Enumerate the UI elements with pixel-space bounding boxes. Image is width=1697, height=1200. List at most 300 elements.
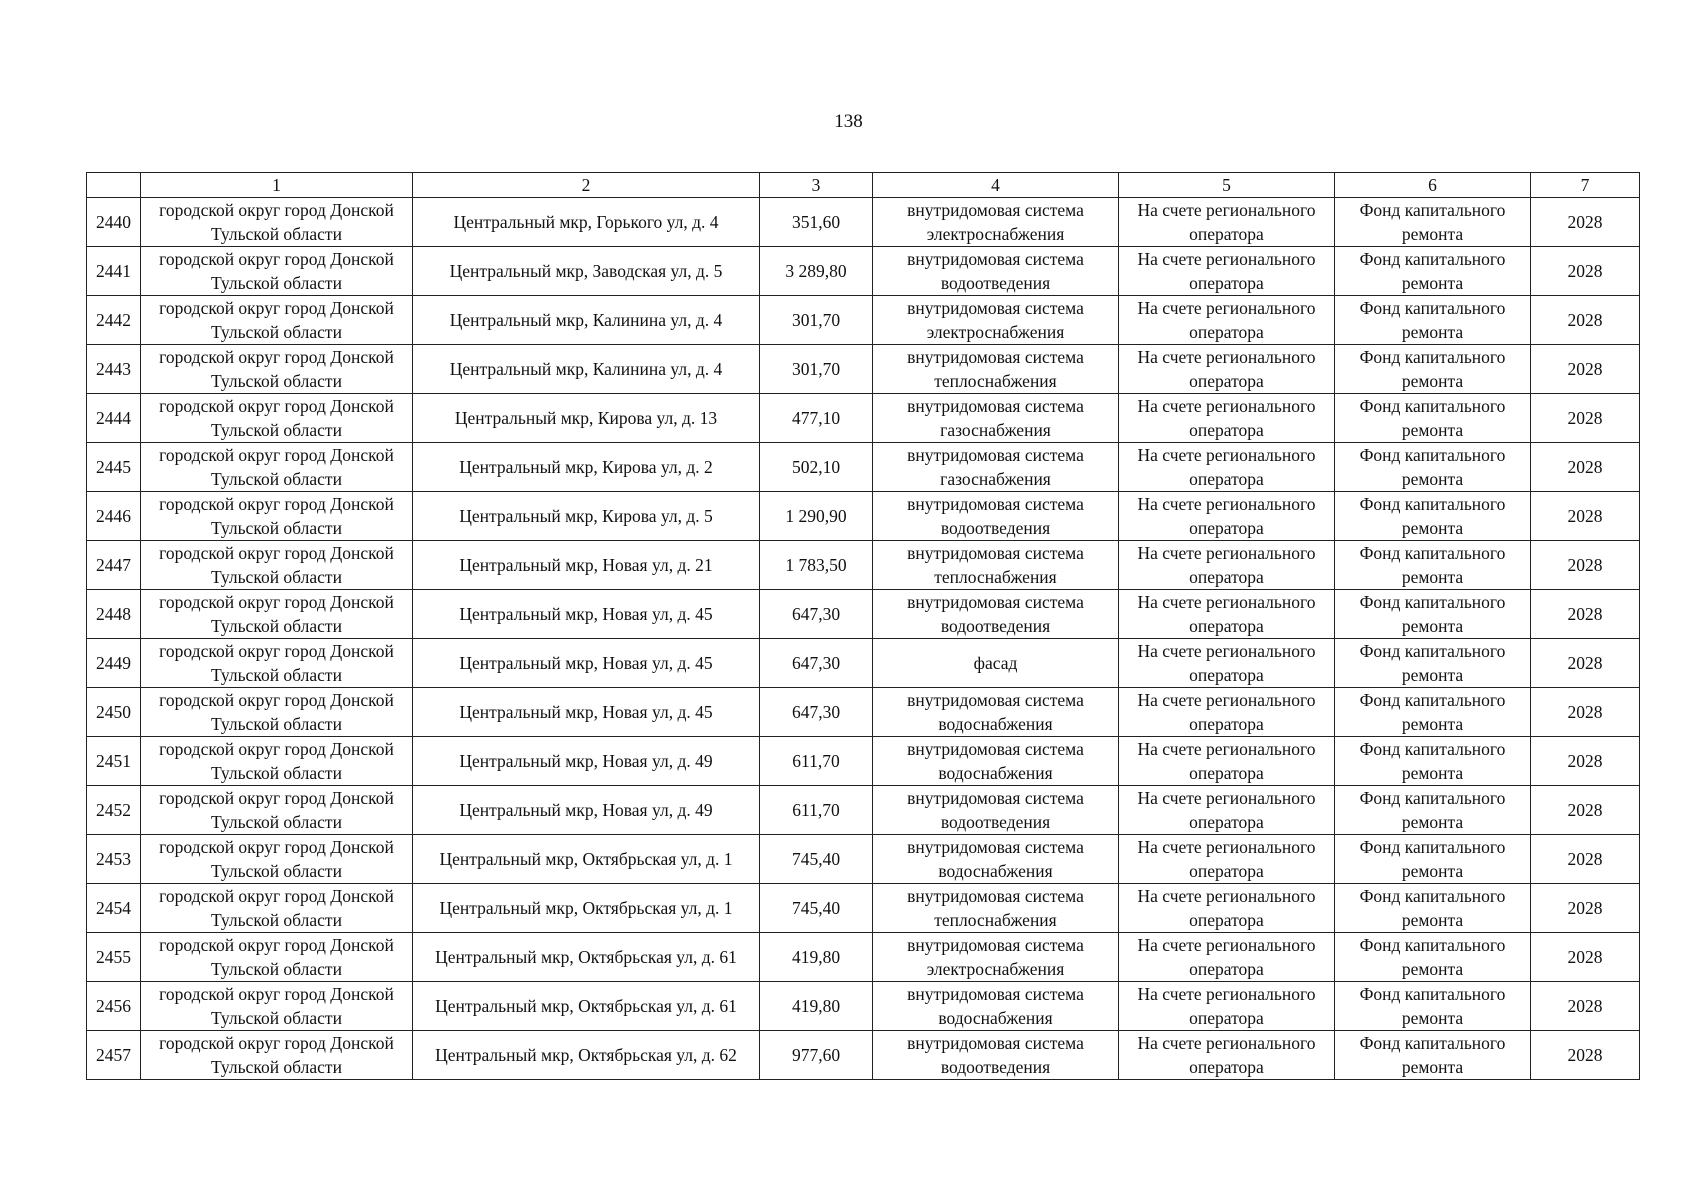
municipality-cell — [141, 884, 413, 933]
column-header-6: 6 — [1335, 173, 1531, 198]
area-cell: 3 289,80 — [760, 247, 873, 296]
account-cell-line: оператора — [1189, 763, 1264, 783]
system-cell-line: внутридомовая система — [907, 837, 1084, 857]
account-cell-line: оператора — [1189, 714, 1264, 734]
account-cell-line: На счете регионального — [1137, 641, 1316, 661]
system-cell-line: теплоснабжения — [934, 371, 1057, 391]
system-cell-line: внутридомовая система — [907, 298, 1084, 318]
fund-cell-line: ремонта — [1401, 518, 1464, 538]
table-row — [87, 639, 1640, 688]
page-number: 138 — [834, 111, 863, 132]
municipality-cell — [141, 982, 413, 1031]
year-cell: 2028 — [1531, 394, 1640, 443]
account-cell-line: На счете регионального — [1137, 690, 1316, 710]
municipality-cell — [141, 443, 413, 492]
account-cell — [1119, 296, 1335, 345]
fund-cell-line: Фонд капитального — [1359, 396, 1506, 416]
municipality-cell — [141, 492, 413, 541]
municipality-cell-line: Тульской области — [211, 1057, 342, 1077]
municipality-cell — [141, 1031, 413, 1080]
address-cell: Центральный мкр, Октябрьская ул, д. 61 — [413, 933, 760, 982]
fund-cell-line: ремонта — [1401, 224, 1464, 244]
system-cell-line: фасад — [973, 653, 1018, 673]
system-cell-line: внутридомовая система — [907, 445, 1084, 465]
account-cell-line: оператора — [1189, 322, 1264, 342]
municipality-cell — [141, 198, 413, 247]
system-cell — [873, 639, 1119, 688]
fund-cell-line: Фонд капитального — [1359, 445, 1506, 465]
account-cell-line: оператора — [1189, 371, 1264, 391]
fund-cell-line: Фонд капитального — [1359, 935, 1506, 955]
municipality-cell-line: Тульской области — [211, 273, 342, 293]
fund-cell-line: Фонд капитального — [1359, 788, 1506, 808]
municipality-cell-line: городской округ город Донской — [159, 494, 394, 514]
municipality-cell-line: городской округ город Донской — [159, 935, 394, 955]
fund-cell — [1335, 443, 1531, 492]
account-cell-line: На счете регионального — [1137, 494, 1316, 514]
fund-cell-line: ремонта — [1401, 322, 1464, 342]
system-cell — [873, 541, 1119, 590]
fund-cell — [1335, 296, 1531, 345]
column-header-number — [87, 173, 141, 198]
table-row — [87, 296, 1640, 345]
municipality-cell — [141, 394, 413, 443]
municipality-cell-line: городской округ город Донской — [159, 200, 394, 220]
system-cell-line: газоснабжения — [940, 469, 1051, 489]
system-cell-line: внутридомовая система — [907, 494, 1084, 514]
row-number: 2456 — [87, 982, 141, 1031]
system-cell — [873, 296, 1119, 345]
row-number: 2446 — [87, 492, 141, 541]
municipality-cell-line: городской округ город Донской — [159, 886, 394, 906]
area-cell: 611,70 — [760, 737, 873, 786]
municipality-cell-line: Тульской области — [211, 714, 342, 734]
row-number: 2443 — [87, 345, 141, 394]
year-cell: 2028 — [1531, 590, 1640, 639]
system-cell — [873, 688, 1119, 737]
fund-cell — [1335, 247, 1531, 296]
fund-cell — [1335, 884, 1531, 933]
municipality-cell — [141, 835, 413, 884]
area-cell: 351,60 — [760, 198, 873, 247]
year-cell: 2028 — [1531, 982, 1640, 1031]
address-cell: Центральный мкр, Новая ул, д. 49 — [413, 786, 760, 835]
system-cell-line: внутридомовая система — [907, 347, 1084, 367]
account-cell — [1119, 982, 1335, 1031]
address-cell: Центральный мкр, Новая ул, д. 49 — [413, 737, 760, 786]
fund-cell — [1335, 688, 1531, 737]
account-cell-line: На счете регионального — [1137, 347, 1316, 367]
account-cell-line: На счете регионального — [1137, 935, 1316, 955]
area-cell: 1 783,50 — [760, 541, 873, 590]
municipality-cell-line: Тульской области — [211, 469, 342, 489]
account-cell — [1119, 590, 1335, 639]
system-cell-line: водоотведения — [940, 273, 1051, 293]
account-cell-line: оператора — [1189, 1008, 1264, 1028]
year-cell: 2028 — [1531, 541, 1640, 590]
account-cell-line: На счете регионального — [1137, 249, 1316, 269]
fund-cell-line: ремонта — [1401, 812, 1464, 832]
municipality-cell-line: городской округ город Донской — [159, 543, 394, 563]
system-cell — [873, 786, 1119, 835]
row-number: 2444 — [87, 394, 141, 443]
address-cell: Центральный мкр, Калинина ул, д. 4 — [413, 296, 760, 345]
fund-cell — [1335, 492, 1531, 541]
municipality-cell — [141, 786, 413, 835]
table-row — [87, 394, 1640, 443]
municipality-cell-line: Тульской области — [211, 861, 342, 881]
row-number: 2455 — [87, 933, 141, 982]
municipality-cell — [141, 590, 413, 639]
system-cell-line: внутридомовая система — [907, 592, 1084, 612]
table-row — [87, 786, 1640, 835]
account-cell — [1119, 443, 1335, 492]
system-cell — [873, 933, 1119, 982]
municipality-cell-line: Тульской области — [211, 763, 342, 783]
account-cell-line: оператора — [1189, 861, 1264, 881]
account-cell — [1119, 737, 1335, 786]
account-cell-line: На счете регионального — [1137, 886, 1316, 906]
row-number: 2454 — [87, 884, 141, 933]
municipality-cell — [141, 639, 413, 688]
municipality-cell-line: Тульской области — [211, 371, 342, 391]
account-cell-line: На счете регионального — [1137, 200, 1316, 220]
municipality-cell-line: городской округ город Донской — [159, 739, 394, 759]
address-cell: Центральный мкр, Калинина ул, д. 4 — [413, 345, 760, 394]
row-number: 2440 — [87, 198, 141, 247]
fund-cell-line: ремонта — [1401, 420, 1464, 440]
municipality-cell-line: Тульской области — [211, 322, 342, 342]
municipality-cell-line: Тульской области — [211, 910, 342, 930]
account-cell-line: оператора — [1189, 518, 1264, 538]
fund-cell-line: ремонта — [1401, 665, 1464, 685]
account-cell — [1119, 247, 1335, 296]
area-cell: 419,80 — [760, 982, 873, 1031]
account-cell — [1119, 345, 1335, 394]
account-cell — [1119, 492, 1335, 541]
address-cell: Центральный мкр, Октябрьская ул, д. 61 — [413, 982, 760, 1031]
municipality-cell-line: Тульской области — [211, 224, 342, 244]
year-cell: 2028 — [1531, 345, 1640, 394]
header-row — [87, 173, 1640, 198]
fund-cell-line: Фонд капитального — [1359, 984, 1506, 1004]
address-cell: Центральный мкр, Кирова ул, д. 5 — [413, 492, 760, 541]
municipality-cell — [141, 247, 413, 296]
system-cell — [873, 982, 1119, 1031]
year-cell: 2028 — [1531, 688, 1640, 737]
column-header-1: 1 — [141, 173, 413, 198]
address-cell: Центральный мкр, Новая ул, д. 45 — [413, 590, 760, 639]
account-cell-line: На счете регионального — [1137, 298, 1316, 318]
row-number: 2447 — [87, 541, 141, 590]
account-cell-line: На счете регионального — [1137, 1033, 1316, 1053]
fund-cell-line: Фонд капитального — [1359, 200, 1506, 220]
year-cell: 2028 — [1531, 296, 1640, 345]
system-cell-line: внутридомовая система — [907, 886, 1084, 906]
address-cell: Центральный мкр, Новая ул, д. 45 — [413, 639, 760, 688]
system-cell-line: внутридомовая система — [907, 543, 1084, 563]
system-cell-line: внутридомовая система — [907, 249, 1084, 269]
table-row — [87, 982, 1640, 1031]
fund-cell-line: ремонта — [1401, 273, 1464, 293]
account-cell-line: оператора — [1189, 812, 1264, 832]
year-cell: 2028 — [1531, 884, 1640, 933]
system-cell — [873, 394, 1119, 443]
fund-cell-line: Фонд капитального — [1359, 886, 1506, 906]
year-cell: 2028 — [1531, 933, 1640, 982]
year-cell: 2028 — [1531, 639, 1640, 688]
column-header-7: 7 — [1531, 173, 1640, 198]
system-cell — [873, 345, 1119, 394]
system-cell-line: электроснабжения — [926, 322, 1065, 342]
municipality-cell — [141, 296, 413, 345]
row-number: 2452 — [87, 786, 141, 835]
table-row — [87, 1031, 1640, 1080]
fund-cell-line: Фонд капитального — [1359, 641, 1506, 661]
fund-cell — [1335, 737, 1531, 786]
fund-cell — [1335, 590, 1531, 639]
fund-cell-line: ремонта — [1401, 371, 1464, 391]
year-cell: 2028 — [1531, 198, 1640, 247]
table-row — [87, 443, 1640, 492]
account-cell-line: На счете регионального — [1137, 837, 1316, 857]
account-cell-line: На счете регионального — [1137, 543, 1316, 563]
fund-cell-line: ремонта — [1401, 861, 1464, 881]
system-cell — [873, 247, 1119, 296]
row-number: 2442 — [87, 296, 141, 345]
address-cell: Центральный мкр, Новая ул, д. 45 — [413, 688, 760, 737]
table-row — [87, 884, 1640, 933]
table-row — [87, 737, 1640, 786]
capital-repair-table — [86, 172, 1640, 1080]
municipality-cell — [141, 345, 413, 394]
municipality-cell-line: городской округ город Донской — [159, 249, 394, 269]
fund-cell-line: ремонта — [1401, 1057, 1464, 1077]
fund-cell — [1335, 394, 1531, 443]
table-row — [87, 590, 1640, 639]
fund-cell-line: ремонта — [1401, 567, 1464, 587]
row-number: 2453 — [87, 835, 141, 884]
area-cell: 502,10 — [760, 443, 873, 492]
account-cell — [1119, 933, 1335, 982]
year-cell: 2028 — [1531, 1031, 1640, 1080]
municipality-cell-line: городской округ город Донской — [159, 592, 394, 612]
system-cell-line: внутридомовая система — [907, 1033, 1084, 1053]
fund-cell-line: Фонд капитального — [1359, 837, 1506, 857]
system-cell-line: газоснабжения — [940, 420, 1051, 440]
fund-cell-line: Фонд капитального — [1359, 1033, 1506, 1053]
municipality-cell-line: Тульской области — [211, 812, 342, 832]
fund-cell-line: Фонд капитального — [1359, 592, 1506, 612]
account-cell-line: На счете регионального — [1137, 788, 1316, 808]
column-header-2: 2 — [413, 173, 760, 198]
row-number: 2445 — [87, 443, 141, 492]
year-cell: 2028 — [1531, 492, 1640, 541]
row-number: 2451 — [87, 737, 141, 786]
system-cell-line: водоснабжения — [938, 861, 1053, 881]
account-cell-line: На счете регионального — [1137, 739, 1316, 759]
row-number: 2448 — [87, 590, 141, 639]
account-cell-line: На счете регионального — [1137, 445, 1316, 465]
system-cell-line: водоотведения — [940, 812, 1051, 832]
column-header-3: 3 — [760, 173, 873, 198]
system-cell-line: водоснабжения — [938, 763, 1053, 783]
system-cell-line: электроснабжения — [926, 224, 1065, 244]
system-cell-line: внутридомовая система — [907, 935, 1084, 955]
column-header-5: 5 — [1119, 173, 1335, 198]
account-cell-line: оператора — [1189, 224, 1264, 244]
municipality-cell-line: Тульской области — [211, 1008, 342, 1028]
municipality-cell-line: Тульской области — [211, 518, 342, 538]
area-cell: 647,30 — [760, 639, 873, 688]
area-cell: 647,30 — [760, 590, 873, 639]
fund-cell — [1335, 786, 1531, 835]
table-row — [87, 492, 1640, 541]
system-cell — [873, 492, 1119, 541]
account-cell-line: оператора — [1189, 469, 1264, 489]
area-cell: 1 290,90 — [760, 492, 873, 541]
system-cell-line: теплоснабжения — [934, 910, 1057, 930]
table-row — [87, 198, 1640, 247]
system-cell — [873, 443, 1119, 492]
fund-cell — [1335, 639, 1531, 688]
account-cell-line: оператора — [1189, 910, 1264, 930]
municipality-cell-line: городской округ город Донской — [159, 298, 394, 318]
municipality-cell — [141, 688, 413, 737]
area-cell: 611,70 — [760, 786, 873, 835]
system-cell — [873, 884, 1119, 933]
account-cell — [1119, 884, 1335, 933]
area-cell: 301,70 — [760, 345, 873, 394]
row-number: 2450 — [87, 688, 141, 737]
system-cell-line: внутридомовая система — [907, 396, 1084, 416]
table-row — [87, 933, 1640, 982]
account-cell-line: На счете регионального — [1137, 592, 1316, 612]
system-cell — [873, 590, 1119, 639]
area-cell: 647,30 — [760, 688, 873, 737]
municipality-cell-line: Тульской области — [211, 420, 342, 440]
municipality-cell — [141, 737, 413, 786]
account-cell-line: оператора — [1189, 1057, 1264, 1077]
account-cell — [1119, 786, 1335, 835]
fund-cell-line: ремонта — [1401, 1008, 1464, 1028]
fund-cell — [1335, 345, 1531, 394]
account-cell — [1119, 1031, 1335, 1080]
fund-cell-line: Фонд капитального — [1359, 347, 1506, 367]
fund-cell — [1335, 835, 1531, 884]
account-cell-line: оператора — [1189, 567, 1264, 587]
account-cell — [1119, 835, 1335, 884]
system-cell-line: внутридомовая система — [907, 690, 1084, 710]
area-cell: 745,40 — [760, 835, 873, 884]
area-cell: 977,60 — [760, 1031, 873, 1080]
row-number: 2441 — [87, 247, 141, 296]
fund-cell-line: Фонд капитального — [1359, 543, 1506, 563]
area-cell: 477,10 — [760, 394, 873, 443]
address-cell: Центральный мкр, Заводская ул, д. 5 — [413, 247, 760, 296]
account-cell-line: На счете регионального — [1137, 984, 1316, 1004]
municipality-cell-line: Тульской области — [211, 959, 342, 979]
account-cell-line: На счете регионального — [1137, 396, 1316, 416]
year-cell: 2028 — [1531, 443, 1640, 492]
account-cell-line: оператора — [1189, 959, 1264, 979]
table-row — [87, 541, 1640, 590]
system-cell-line: водоотведения — [940, 518, 1051, 538]
account-cell — [1119, 541, 1335, 590]
municipality-cell — [141, 933, 413, 982]
account-cell-line: оператора — [1189, 616, 1264, 636]
fund-cell-line: ремонта — [1401, 469, 1464, 489]
system-cell-line: водоснабжения — [938, 714, 1053, 734]
municipality-cell-line: городской округ город Донской — [159, 788, 394, 808]
system-cell-line: электроснабжения — [926, 959, 1065, 979]
account-cell — [1119, 394, 1335, 443]
system-cell-line: водоснабжения — [938, 1008, 1053, 1028]
municipality-cell-line: городской округ город Донской — [159, 690, 394, 710]
fund-cell-line: Фонд капитального — [1359, 739, 1506, 759]
account-cell — [1119, 198, 1335, 247]
municipality-cell-line: городской округ город Донской — [159, 641, 394, 661]
municipality-cell — [141, 541, 413, 590]
fund-cell-line: ремонта — [1401, 959, 1464, 979]
fund-cell — [1335, 982, 1531, 1031]
system-cell-line: водоотведения — [940, 1057, 1051, 1077]
system-cell-line: внутридомовая система — [907, 739, 1084, 759]
municipality-cell-line: Тульской области — [211, 665, 342, 685]
municipality-cell-line: Тульской области — [211, 616, 342, 636]
row-number: 2449 — [87, 639, 141, 688]
address-cell: Центральный мкр, Октябрьская ул, д. 1 — [413, 835, 760, 884]
municipality-cell-line: городской округ город Донской — [159, 396, 394, 416]
account-cell — [1119, 639, 1335, 688]
address-cell: Центральный мкр, Новая ул, д. 21 — [413, 541, 760, 590]
municipality-cell-line: городской округ город Донской — [159, 984, 394, 1004]
system-cell-line: теплоснабжения — [934, 567, 1057, 587]
fund-cell-line: Фонд капитального — [1359, 690, 1506, 710]
address-cell: Центральный мкр, Кирова ул, д. 13 — [413, 394, 760, 443]
area-cell: 301,70 — [760, 296, 873, 345]
fund-cell — [1335, 541, 1531, 590]
fund-cell-line: ремонта — [1401, 910, 1464, 930]
fund-cell-line: ремонта — [1401, 763, 1464, 783]
address-cell: Центральный мкр, Октябрьская ул, д. 62 — [413, 1031, 760, 1080]
year-cell: 2028 — [1531, 835, 1640, 884]
system-cell — [873, 198, 1119, 247]
account-cell-line: оператора — [1189, 420, 1264, 440]
municipality-cell-line: городской округ город Донской — [159, 445, 394, 465]
system-cell — [873, 835, 1119, 884]
fund-cell-line: Фонд капитального — [1359, 494, 1506, 514]
address-cell: Центральный мкр, Кирова ул, д. 2 — [413, 443, 760, 492]
system-cell-line: внутридомовая система — [907, 984, 1084, 1004]
municipality-cell-line: Тульской области — [211, 567, 342, 587]
table-row — [87, 835, 1640, 884]
system-cell-line: внутридомовая система — [907, 788, 1084, 808]
fund-cell — [1335, 933, 1531, 982]
fund-cell — [1335, 1031, 1531, 1080]
table-body — [87, 198, 1640, 1080]
table-row — [87, 247, 1640, 296]
fund-cell-line: Фонд капитального — [1359, 249, 1506, 269]
address-cell: Центральный мкр, Горького ул, д. 4 — [413, 198, 760, 247]
table-row — [87, 688, 1640, 737]
area-cell: 745,40 — [760, 884, 873, 933]
row-number: 2457 — [87, 1031, 141, 1080]
table-header — [87, 173, 1640, 198]
year-cell: 2028 — [1531, 786, 1640, 835]
year-cell: 2028 — [1531, 737, 1640, 786]
fund-cell-line: ремонта — [1401, 616, 1464, 636]
